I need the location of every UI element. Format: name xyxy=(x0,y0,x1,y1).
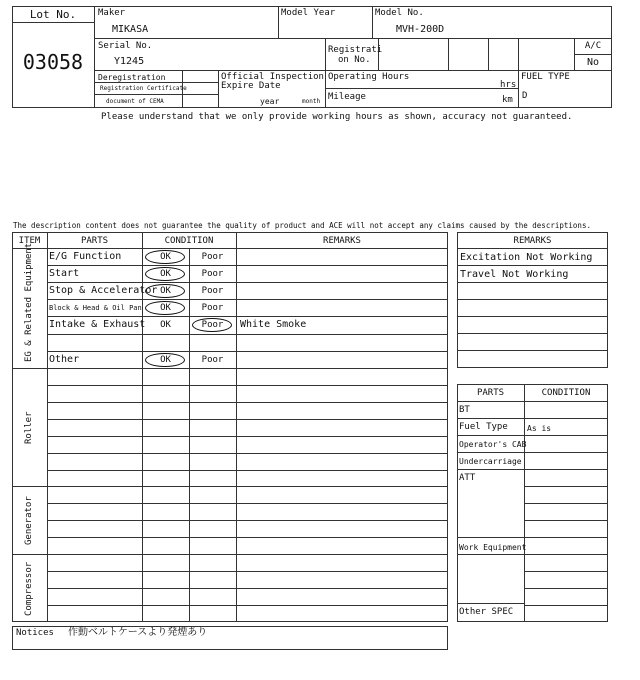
grid-line xyxy=(47,537,448,538)
ac-label: A/C xyxy=(584,41,602,51)
grid-line xyxy=(457,452,608,453)
condition-poor: Poor xyxy=(201,355,224,365)
notices-text: 作動ベルトケースより発煙あり xyxy=(68,627,208,638)
grid-line xyxy=(457,401,608,402)
grid-line xyxy=(47,571,448,572)
grid-line xyxy=(47,588,448,589)
operating-hours-label: Operating Hours xyxy=(328,72,410,82)
grid-line xyxy=(47,316,448,317)
model-year-label: Model Year xyxy=(281,8,336,18)
condition-selected-circle xyxy=(145,301,185,315)
col-item: ITEM xyxy=(18,236,41,246)
condition-poor: Poor xyxy=(201,286,224,296)
grid-line xyxy=(457,554,524,555)
condition-selected-circle xyxy=(145,250,185,264)
grid-line xyxy=(47,402,448,403)
part-name: Start xyxy=(49,268,80,279)
condition-ok: OK xyxy=(160,252,171,262)
hours-note: Please understand that we only provide working hours as shown, accuracy not guaranteed. xyxy=(101,112,573,122)
registration-certificate-label: Registration Certificate xyxy=(100,85,187,92)
condition-ok: OK xyxy=(160,269,171,279)
grid-line xyxy=(524,503,608,504)
grid-line xyxy=(457,350,608,351)
grid-line xyxy=(457,333,608,334)
parts-row-undercarriage: Undercarriage xyxy=(459,457,522,466)
parts-row-bt: BT xyxy=(459,405,470,415)
grid-line xyxy=(457,435,608,436)
grid-line xyxy=(457,265,608,266)
condition-poor: Poor xyxy=(201,252,224,262)
grid-line xyxy=(457,603,524,604)
fuel-type-label: FUEL TYPE xyxy=(521,72,570,82)
condition-poor: Poor xyxy=(201,269,224,279)
section-eg: EG & Related Equipment xyxy=(24,242,34,362)
registration-label-1: Registrati xyxy=(328,45,383,55)
grid-line xyxy=(47,520,448,521)
grid-line xyxy=(524,486,608,487)
grid-line xyxy=(47,265,448,266)
part-name: Intake & Exhaust xyxy=(49,319,146,330)
parts-row-fuel-type: Fuel Type xyxy=(459,422,508,432)
remarks-header: REMARKS xyxy=(513,236,552,246)
serial-no-label: Serial No. xyxy=(98,41,153,51)
condition-poor: Poor xyxy=(201,320,224,330)
part-name: Stop & Accelerator xyxy=(49,285,158,296)
grid-line xyxy=(457,537,524,538)
condition-ok: OK xyxy=(160,320,171,330)
remark-item: Travel Not Working xyxy=(460,269,569,280)
km-label: km xyxy=(502,95,513,105)
grid-line xyxy=(47,605,448,606)
parts-row-other-spec: Other SPEC xyxy=(459,607,514,617)
condition-ok: OK xyxy=(160,355,171,365)
hrs-label: hrs xyxy=(500,80,517,90)
grid-line xyxy=(47,436,448,437)
lot-no-value: 03058 xyxy=(22,50,84,74)
condition-selected-circle xyxy=(145,353,185,367)
parts-col-parts: PARTS xyxy=(476,388,505,398)
fuel-type-value: D xyxy=(522,91,528,101)
grid-line xyxy=(47,470,448,471)
col-condition: CONDITION xyxy=(164,236,214,246)
registration-label-2: on No. xyxy=(338,55,371,65)
part-name: Other xyxy=(49,354,80,365)
grid-line xyxy=(524,588,608,589)
grid-line xyxy=(47,351,448,352)
parts-row-work-equipment: Work Equipment xyxy=(459,543,527,552)
row-remark: White Smoke xyxy=(240,319,307,330)
condition-ok: OK xyxy=(160,286,171,296)
section-generator: Generator xyxy=(24,496,34,546)
parts-row-operator-cab: Operator's CAB xyxy=(459,440,527,449)
notices-label: Notices xyxy=(16,628,54,638)
section-roller: Roller xyxy=(24,411,34,445)
grid-line xyxy=(524,537,608,538)
grid-line xyxy=(47,385,448,386)
col-remarks: REMARKS xyxy=(323,236,361,246)
year-label: year xyxy=(260,97,280,106)
grid-line xyxy=(457,469,608,470)
grid-line xyxy=(47,453,448,454)
condition-selected-circle xyxy=(192,318,232,332)
grid-line xyxy=(524,554,608,555)
grid-line xyxy=(457,418,608,419)
ac-value: No xyxy=(586,57,600,68)
grid-line xyxy=(47,299,448,300)
grid-line xyxy=(47,282,448,283)
cema-document-label: document of CEMA xyxy=(106,98,164,105)
condition-poor: Poor xyxy=(201,303,224,313)
month-label: month xyxy=(302,98,321,105)
model-no-value: MVH-200D xyxy=(396,24,445,35)
model-no-label: Model No. xyxy=(375,8,424,18)
parts-col-condition: CONDITION xyxy=(541,388,591,398)
condition-selected-circle xyxy=(145,284,185,298)
maker-value: MIKASA xyxy=(112,24,149,35)
serial-no-value: Y1245 xyxy=(114,56,145,67)
grid-line xyxy=(457,299,608,300)
expire-date-label: Expire Date xyxy=(221,81,281,91)
official-inspection-label: Official Inspection xyxy=(221,72,324,82)
section-compressor: Compressor xyxy=(24,561,34,617)
grid-line xyxy=(457,316,608,317)
part-name: Block & Head & Oil Pan xyxy=(49,304,142,312)
grid-line xyxy=(524,605,608,606)
grid-line xyxy=(47,503,448,504)
parts-row-fuel-type-condition: As is xyxy=(527,424,552,433)
condition-selected-circle xyxy=(145,267,185,281)
grid-line xyxy=(457,248,608,249)
remark-item: Excitation Not Working xyxy=(460,252,593,263)
col-parts: PARTS xyxy=(80,236,109,246)
grid-line xyxy=(524,571,608,572)
grid-line xyxy=(524,520,608,521)
parts-row-att: ATT xyxy=(459,473,476,483)
mileage-label: Mileage xyxy=(328,92,366,102)
grid-line xyxy=(47,334,448,335)
condition-ok: OK xyxy=(160,303,171,313)
deregistration-label: Deregistration xyxy=(98,73,166,82)
disclaimer: The description content does not guarantee the quality of product and ACE will not accept any claims caused by the descriptions. xyxy=(13,221,591,230)
grid-line xyxy=(457,282,608,283)
lot-no-label: Lot No. xyxy=(29,8,77,21)
part-name: E/G Function xyxy=(49,251,122,262)
maker-label: Maker xyxy=(98,8,126,18)
grid-line xyxy=(47,419,448,420)
